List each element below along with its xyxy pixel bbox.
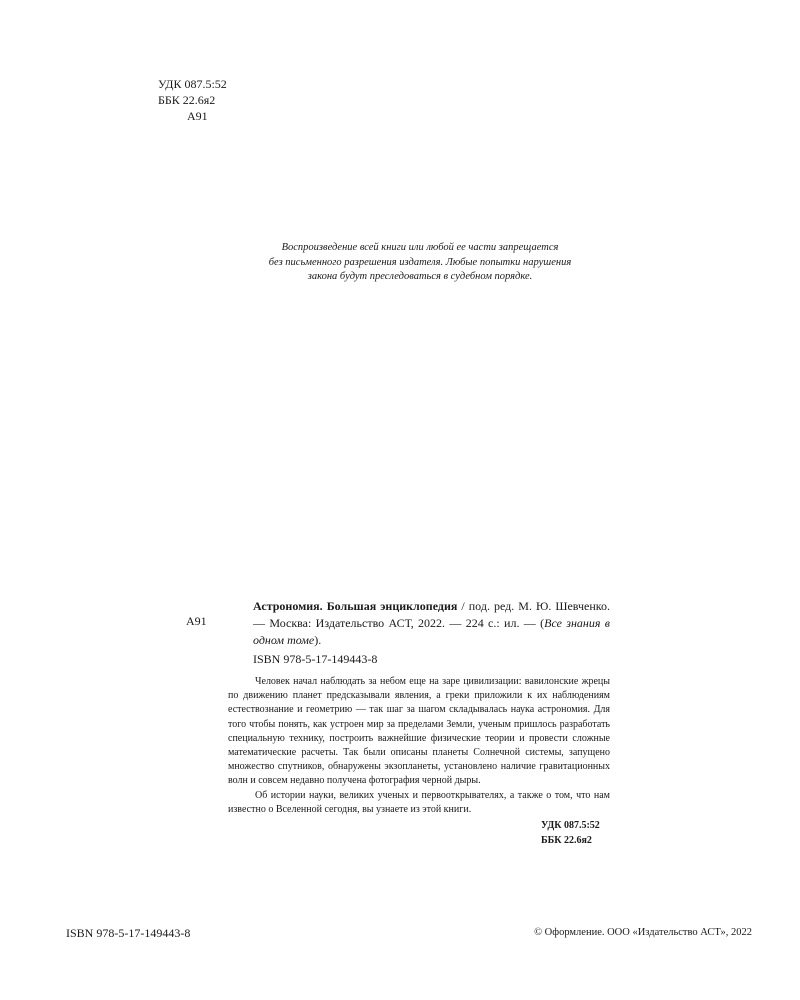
catalog-isbn: ISBN 978-5-17-149443-8: [253, 652, 378, 666]
entry-details: / под. ред. М. Ю. Шевченко. — Москва: Издательство АСТ, 2022. — 224 с.: ил. — (: [253, 599, 610, 630]
series-name: Все знания в одном томе: [253, 616, 610, 647]
classification-codes-bottom: [541, 818, 600, 848]
book-title: Астрономия. Большая энциклопедия: [253, 599, 458, 613]
footer-isbn: ISBN 978-5-17-149443-8: [66, 926, 191, 940]
notice-line: без письменного разрешения издателя. Любые попытки нарушения: [268, 256, 572, 268]
catalog-entry: [253, 598, 610, 649]
classification-codes-top: [158, 76, 227, 124]
abstract-paragraph: Человек начал наблюдать за небом еще на заре цивилизации: вавилонские жрецы по движению планет предсказывали явления, а греки приложили к их наблюдениям естествознание и геометрию — так шаг за шагом складывалась наука астрономия. Для того чтобы понять, как устроен мир за пределами Земли, ученым пришлось разработать специальную технику, построить важнейшие физические теории и провести сложные математические расчеты. Так были описаны планеты Солнечной системы, запущено множество спутников, обнаружены экзопланеты, установлено наличие гравитационных волн и совсем недавно получена фотография черной дыры.: [228, 676, 610, 787]
udk-code: УДК 087.5:52: [158, 77, 227, 91]
abstract-paragraph: Об истории науки, великих ученых и первооткрывателях, а также о том, что нам известно о Вселенной сегодня, вы узнаете из этой книги.: [228, 789, 610, 815]
footer-copyright: © Оформление. ООО «Издательство АСТ», 2022: [534, 927, 752, 938]
copyright-notice: [200, 241, 640, 285]
bbk-code: ББК 22.6я2: [541, 835, 592, 846]
author-mark: А91: [187, 109, 208, 123]
notice-line: закона будут преследоваться в судебном порядке.: [307, 271, 533, 282]
abstract: [228, 675, 610, 817]
notice-line: Воспроизведение всей книги или любой ее части запрещается: [281, 242, 559, 253]
entry-details-end: ).: [314, 633, 322, 647]
udk-code: УДК 087.5:52: [541, 820, 600, 831]
bbk-code: ББК 22.6я2: [158, 93, 216, 107]
catalog-author-mark: А91: [186, 614, 207, 628]
